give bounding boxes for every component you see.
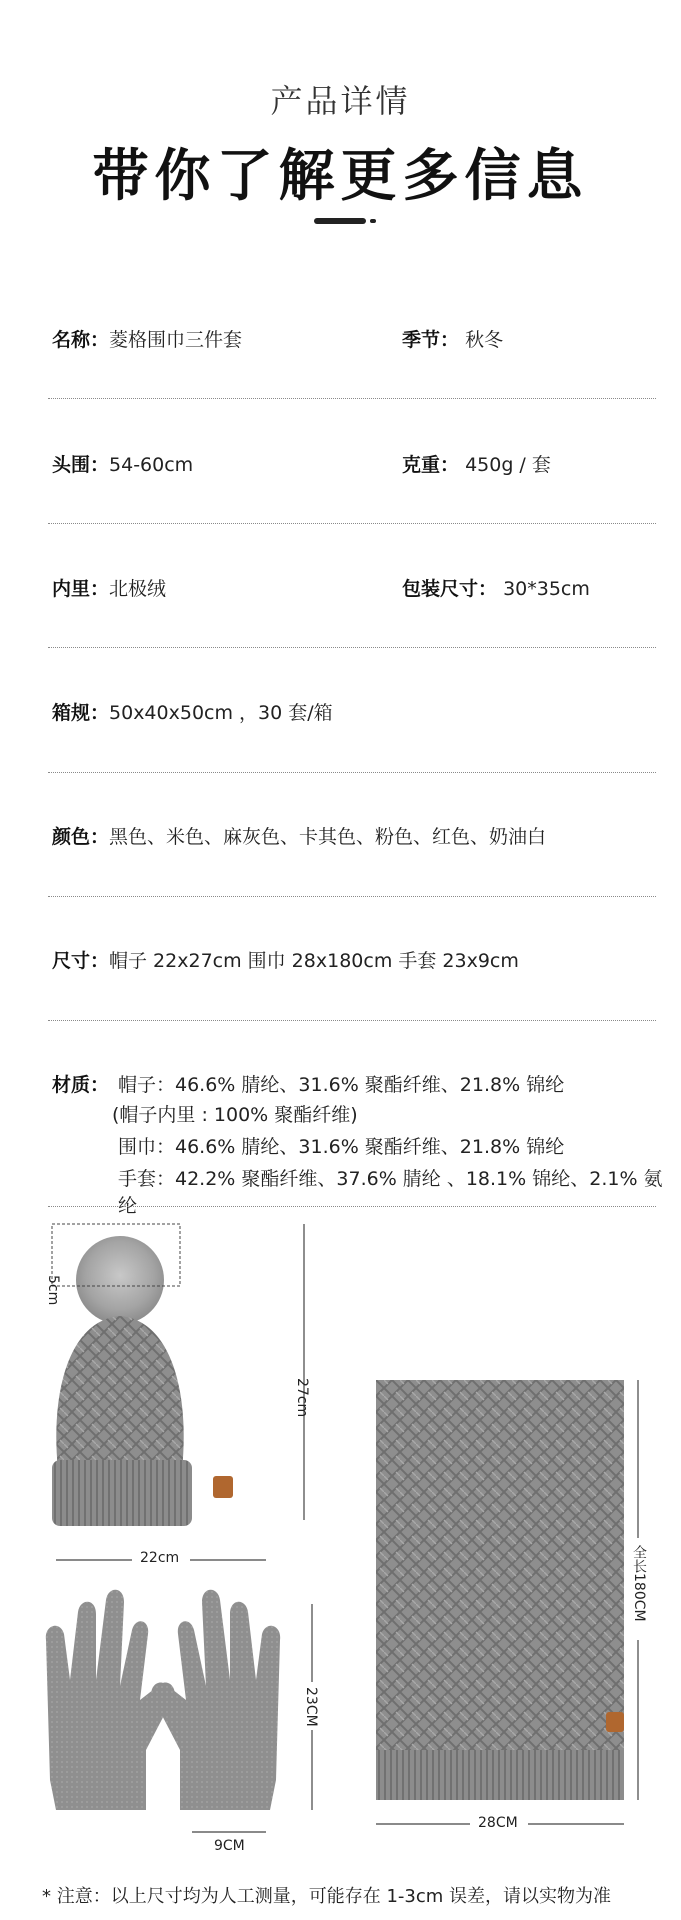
color-label: 颜色： [52, 826, 110, 848]
carton-label: 箱规： [52, 702, 110, 724]
spec-row-size [52, 946, 656, 973]
season-value: 秋冬 [465, 329, 504, 351]
spec-row-color [52, 822, 656, 849]
size-value: 帽子 22x27cm 围巾 28x180cm 手套 23x9cm [109, 950, 519, 972]
divider [48, 1206, 656, 1207]
package-label: 包装尺寸： [402, 578, 498, 600]
glove-height-label: 23CM [303, 1687, 319, 1727]
page-title: 带你了解更多信息 [92, 144, 589, 209]
footer-note: * 注意：以上尺寸均为人工测量，可能存在 1-3cm 误差，请以实物为准 [42, 1886, 611, 1907]
weight-label: 克重： [402, 454, 460, 476]
head-label: 头围： [52, 454, 110, 476]
glove-width-label: 9CM [214, 1838, 245, 1854]
scarf-body [376, 1380, 624, 1780]
scarf-width-label: 28CM [478, 1815, 518, 1831]
season-label: 季节： [402, 329, 460, 351]
divider [48, 398, 656, 399]
divider [48, 647, 656, 648]
hat-pompom [76, 1236, 164, 1324]
hat-height-label: 27cm [294, 1378, 310, 1418]
spec-row-name [52, 325, 656, 352]
name-value: 菱格围巾三件套 [109, 329, 243, 351]
weight-cell [402, 450, 551, 477]
divider [48, 523, 656, 524]
glove-right [151, 1590, 280, 1810]
spec-row-head [52, 450, 656, 477]
size-label: 尺寸： [52, 950, 110, 972]
sub-title: 产品详情 [270, 82, 411, 120]
lining-label: 内里： [52, 578, 110, 600]
name-label: 名称： [52, 329, 110, 351]
divider [48, 772, 656, 773]
title-underline-dot [370, 219, 376, 223]
package-cell [402, 574, 590, 601]
hat-patch [213, 1476, 233, 1498]
scarf-ribbed-end [376, 1750, 624, 1800]
lining-value: 北极绒 [109, 578, 167, 600]
hat-cuff [52, 1460, 192, 1526]
hat-width-label: 22cm [140, 1550, 180, 1566]
hat [52, 1236, 233, 1526]
product-illustration [0, 1220, 681, 1920]
spec-row-carton [52, 698, 656, 725]
scarf-patch [606, 1712, 624, 1732]
package-value: 30*35cm [503, 578, 590, 600]
material-label: 材质： [52, 1074, 110, 1096]
weight-value: 450g / 套 [465, 454, 551, 476]
material-line: 围巾：46.6% 腈纶、31.6% 聚酯纤维、21.8% 锦纶 [118, 1136, 565, 1158]
divider [48, 1020, 656, 1021]
spec-row-lining [52, 574, 656, 601]
material-line: 手套：42.2% 聚酯纤维、37.6% 腈纶 、18.1% 锦纶、2.1% 氨纶 [118, 1168, 663, 1217]
material-line: 帽子：46.6% 腈纶、31.6% 聚酯纤维、21.8% 锦纶 [118, 1074, 565, 1096]
scarf [376, 1380, 624, 1800]
title-underline [314, 218, 366, 224]
scarf-length-label: 全长180CM [631, 1545, 647, 1622]
divider [48, 896, 656, 897]
color-value: 黑色、米色、麻灰色、卡其色、粉色、红色、奶油白 [109, 826, 547, 848]
pompom-dim-label: 5cm [45, 1275, 61, 1306]
carton-value: 50x40x50cm ，30 套/箱 [109, 702, 333, 724]
head-value: 54-60cm [109, 454, 194, 476]
hat-body [56, 1316, 183, 1470]
material-line: (帽子内里 : 100% 聚酯纤维) [112, 1104, 358, 1126]
season-cell [402, 325, 503, 352]
